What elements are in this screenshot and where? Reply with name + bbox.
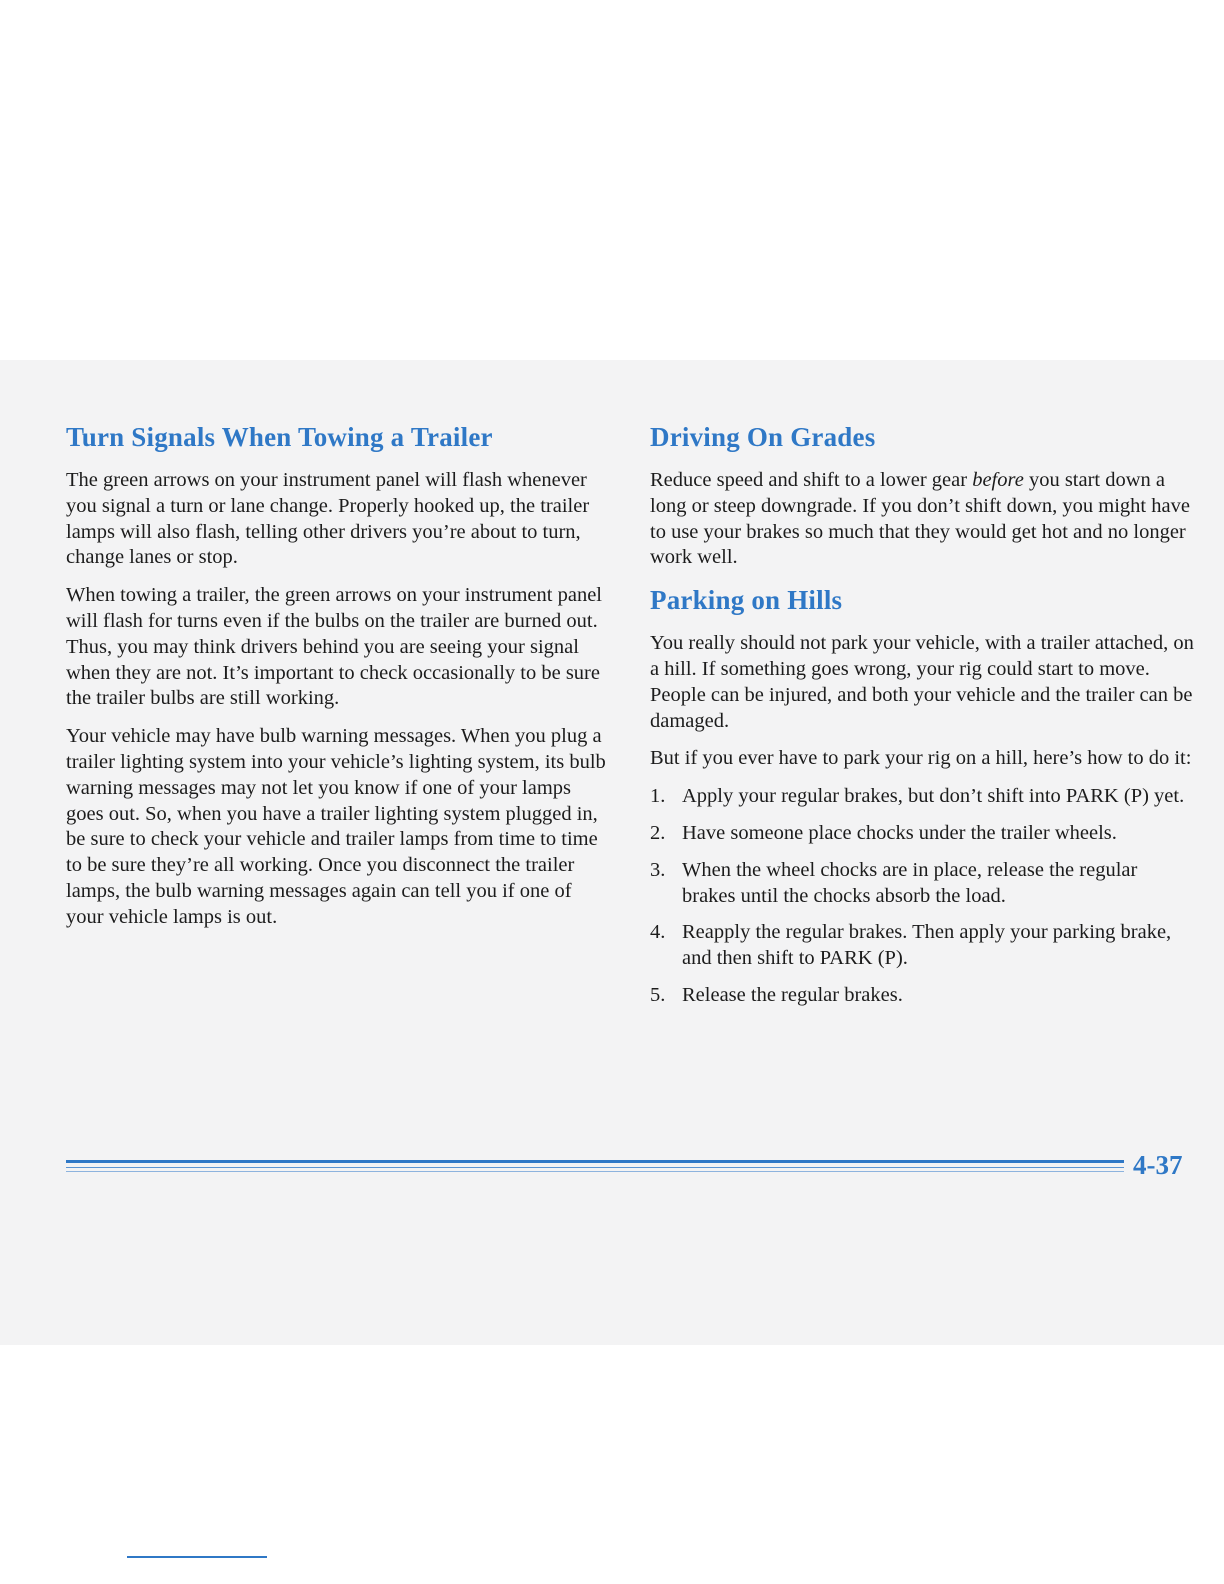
parking-on-hills-paragraph-2: But if you ever have to park your rig on a hill, here’s how to do it:: [650, 747, 1192, 770]
list-item: [650, 858, 1195, 910]
turn-signals-heading: Turn Signals When Towing a Trailer: [66, 422, 493, 452]
driving-on-grades-heading: Driving On Grades: [650, 422, 876, 452]
parking-on-hills-paragraph-1: You really should not park your vehicle, with a trailer attached, on a hill. If something goes wrong, your rig could start to move. People can be injured, and both your vehicle and the trailer can be damaged.: [650, 632, 1194, 732]
page-number: 4-37: [1133, 1150, 1183, 1180]
list-item: [650, 983, 1195, 1009]
bottom-divider: [127, 1556, 267, 1558]
left-column: [66, 420, 606, 943]
grades-text-after: you start down a long or steep downgrade. If you don’t shift down, you might have to use your brakes so much that they would get hot and no longer work well.: [650, 469, 1190, 569]
step-text: Have someone place chocks under the trailer wheels.: [682, 821, 1117, 844]
grades-text-italic: before: [972, 469, 1024, 491]
step-text: Reapply the regular brakes. Then apply your parking brake, and then shift to PARK (P).: [682, 921, 1172, 970]
step-number: 1.: [650, 785, 666, 808]
step-text: Apply your regular brakes, but don’t shift into PARK (P) yet.: [682, 785, 1185, 808]
turn-signals-paragraph-3: Your vehicle may have bulb warning messages. When you plug a trailer lighting system into your vehicle’s lighting system, its bulb warning messages may not let you know if one of your lamps goes out. So, when you have a trailer lighting system plugged in, be sure to check your vehicle and trailer lamps from time to time to be sure they’re all working. Once you disconnect the trailer lamps, the bulb warning messages again can tell you if one of your vehicle lamps is out.: [66, 725, 606, 928]
step-number: 3.: [650, 858, 666, 881]
footer-rule-thin: [66, 1167, 1124, 1168]
turn-signals-paragraph-2: When towing a trailer, the green arrows on your instrument panel will flash for turns even if the bulbs on the trailer are burned out. Thus, you may think drivers behind you are seeing your signal when they are not. It’s important to check occasionally to be sure the trailer bulbs are still working.: [66, 584, 602, 710]
step-number: 5.: [650, 983, 666, 1006]
list-item: [650, 920, 1195, 972]
footer-rule-thinner: [66, 1171, 1124, 1172]
grades-text-before: Reduce speed and shift to a lower gear: [650, 469, 973, 491]
step-text: When the wheel chocks are in place, release the regular brakes until the chocks absorb the load.: [682, 858, 1138, 907]
parking-steps-list: [650, 784, 1195, 1009]
parking-on-hills-heading: Parking on Hills: [650, 585, 843, 616]
step-text: Release the regular brakes.: [682, 983, 903, 1006]
footer-rule: [66, 1160, 1124, 1163]
step-number: 2.: [650, 821, 666, 844]
list-item: [650, 821, 1195, 847]
turn-signals-paragraph-1: The green arrows on your instrument panel will flash whenever you signal a turn or lane change. Properly hooked up, the trailer lamps will also flash, telling other drivers you’re about to turn, change lanes or stop.: [66, 469, 590, 569]
driving-on-grades-paragraph: [650, 468, 1195, 571]
list-item: [650, 784, 1195, 810]
step-number: 4.: [650, 921, 666, 944]
right-column: [650, 420, 1195, 1020]
